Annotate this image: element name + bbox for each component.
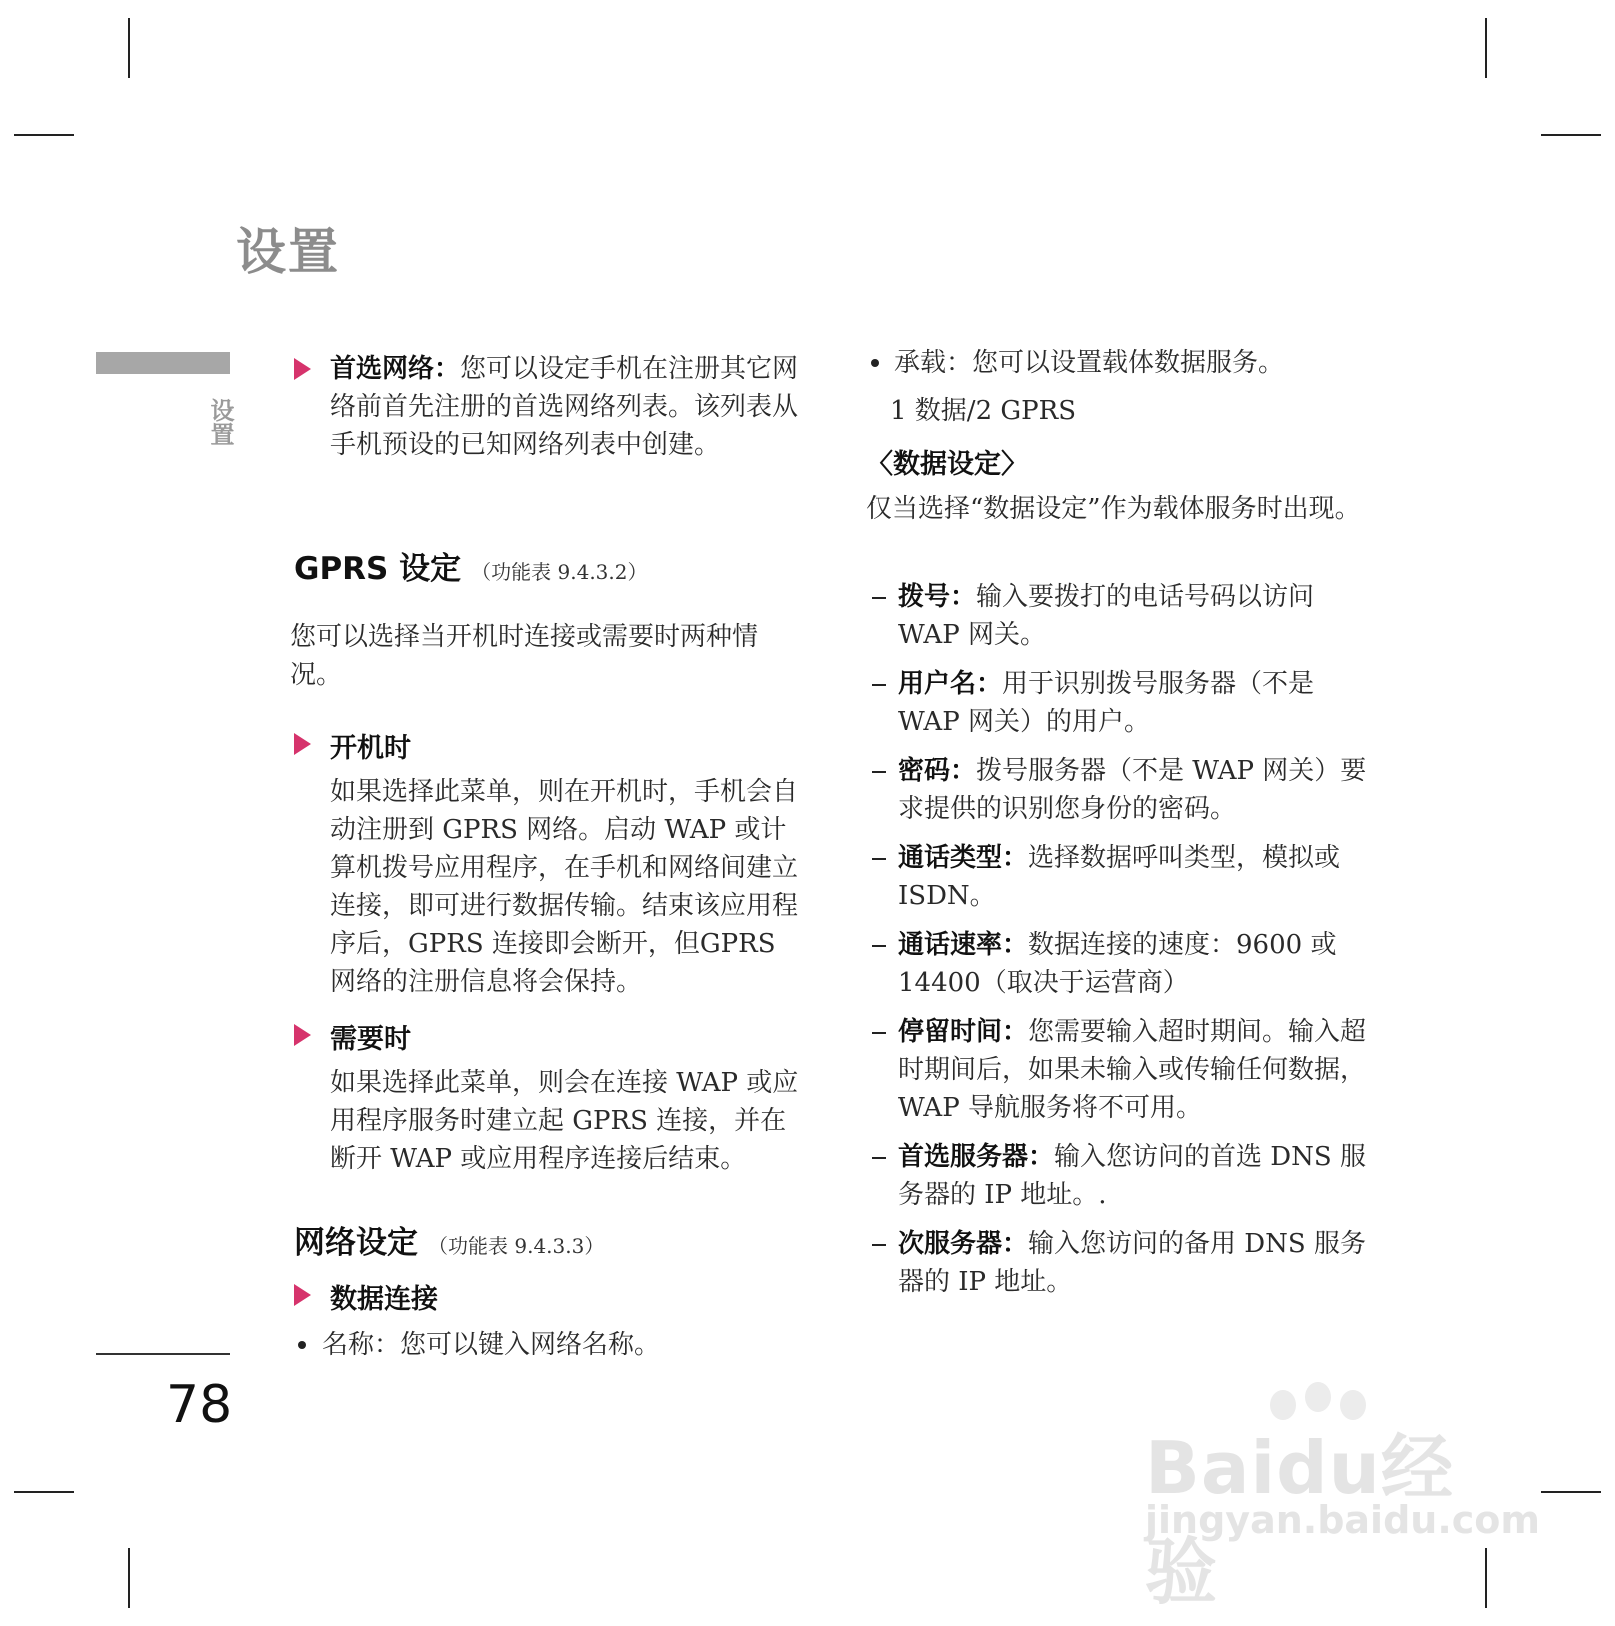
watermark-brand: Baidu经验	[1145, 1426, 1454, 1614]
setting-item-text: 输入要拨打的电话号码以访问 WAP 网关。	[898, 582, 1315, 650]
crop-mark	[1541, 134, 1601, 136]
when-needed-text: 如果选择此菜单，则会在连接 WAP 或应用程序服务时建立起 GPRS 连接，并在断开 WAP 或应用程序连接后结束。	[330, 1068, 799, 1174]
preferred-network-text: 您可以设定手机在注册其它网络前首先注册的首选网络列表。该列表从手机预设的已知网络列表中创建。	[330, 354, 799, 460]
bullet-dot-icon	[871, 359, 879, 367]
network-heading-text: 网络设定	[294, 1225, 418, 1261]
setting-item-text: 输入您访问的首选 DNS 服务器的 IP 地址。.	[898, 1142, 1366, 1210]
setting-item-text: 选择数据呼叫类型，模拟或ISDN。	[898, 843, 1341, 911]
gprs-heading-text: GPRS 设定	[294, 551, 462, 587]
setting-item-text: 输入您访问的备用 DNS 服务器的 IP 地址。	[898, 1229, 1366, 1297]
bullet-dot-icon	[298, 1341, 306, 1349]
page-number-rule	[96, 1353, 230, 1355]
baidu-watermark	[1145, 1390, 1540, 1614]
when-needed-label: 需要时	[330, 1024, 411, 1055]
crop-mark	[128, 1548, 130, 1608]
power-on-text: 如果选择此菜单，则在开机时，手机会自动注册到 GPRS 网络。启动 WAP 或计算机拨号应用程序，在手机和网络间建立连接，即可进行数据传输。结束该应用程序后，GPRS 连接即会断开，但GPRS 网络的注册信息将会保持。	[330, 777, 799, 997]
bearer-options: 1 数据/2 GPRS	[890, 396, 1077, 426]
setting-item-secondary-server	[898, 1225, 1368, 1301]
setting-item-call-type	[898, 839, 1368, 915]
bullet-dash-icon	[872, 1244, 886, 1246]
setting-item-call-speed	[898, 926, 1368, 1002]
crop-mark	[128, 18, 130, 78]
paw-icon	[1305, 1382, 1331, 1412]
setting-item-linger-time	[898, 1013, 1368, 1127]
side-tab-bar	[96, 352, 230, 374]
bullet-dash-icon	[872, 684, 886, 686]
setting-item-primary-server	[898, 1138, 1368, 1214]
network-heading	[294, 1217, 604, 1262]
name-item: 名称：您可以键入网络名称。	[322, 1330, 661, 1360]
crop-mark	[14, 134, 74, 136]
bullet-triangle-icon	[294, 358, 311, 380]
gprs-heading-note: （功能表 9.4.3.2）	[471, 560, 648, 584]
data-settings-intro: 仅当选择“数据设定”作为载体服务时出现。	[866, 494, 1361, 524]
data-connection-label: 数据连接	[330, 1284, 438, 1315]
setting-item-text: 您需要输入超时期间。输入超时期间后，如果未输入或传输任何数据，WAP 导航服务将不可用。	[898, 1017, 1367, 1123]
watermark-url: jingyan.baidu.com	[1145, 1498, 1540, 1542]
bullet-triangle-icon	[294, 1284, 311, 1306]
bullet-dash-icon	[872, 945, 886, 947]
preferred-network-item	[330, 350, 800, 464]
bullet-dash-icon	[872, 771, 886, 773]
page-number: 78	[166, 1375, 233, 1435]
setting-item-dial	[898, 578, 1368, 654]
bearer-item: 承载：您可以设置载体数据服务。	[894, 348, 1285, 378]
bullet-dash-icon	[872, 597, 886, 599]
setting-item-label: 密码：	[898, 756, 977, 786]
preferred-network-label: 首选网络：	[330, 354, 461, 384]
bullet-triangle-icon	[294, 733, 311, 755]
power-on-label: 开机时	[330, 733, 411, 764]
setting-item-label: 通话速率：	[898, 930, 1029, 960]
bullet-dash-icon	[872, 858, 886, 860]
bullet-dash-icon	[872, 1032, 886, 1034]
setting-item-label: 用户名：	[898, 669, 1003, 699]
side-tab-label: 设置	[206, 398, 234, 446]
crop-mark	[14, 1491, 74, 1493]
setting-item-label: 停留时间：	[898, 1017, 1029, 1047]
setting-item-label: 首选服务器：	[898, 1142, 1055, 1172]
setting-item-label: 拨号：	[898, 582, 977, 612]
setting-item-password	[898, 752, 1368, 828]
bullet-dash-icon	[872, 1157, 886, 1159]
data-settings-heading: 〈数据设定〉	[866, 449, 1028, 480]
bullet-triangle-icon	[294, 1024, 311, 1046]
gprs-heading	[294, 543, 647, 588]
setting-item-username	[898, 665, 1368, 741]
gprs-intro: 您可以选择当开机时连接或需要时两种情况。	[290, 622, 759, 690]
crop-mark	[1541, 1491, 1601, 1493]
crop-mark	[1485, 18, 1487, 78]
page-title: 设置	[236, 223, 340, 281]
setting-item-text: 用于识别拨号服务器（不是 WAP 网关）的用户。	[898, 669, 1315, 737]
setting-item-label: 通话类型：	[898, 843, 1029, 873]
setting-item-text: 拨号服务器（不是 WAP 网关）要求提供的识别您身份的密码。	[898, 756, 1367, 824]
setting-item-text: 数据连接的速度：9600 或 14400（取决于运营商）	[898, 930, 1337, 998]
network-heading-note: （功能表 9.4.3.3）	[428, 1234, 605, 1258]
setting-item-label: 次服务器：	[898, 1229, 1029, 1259]
